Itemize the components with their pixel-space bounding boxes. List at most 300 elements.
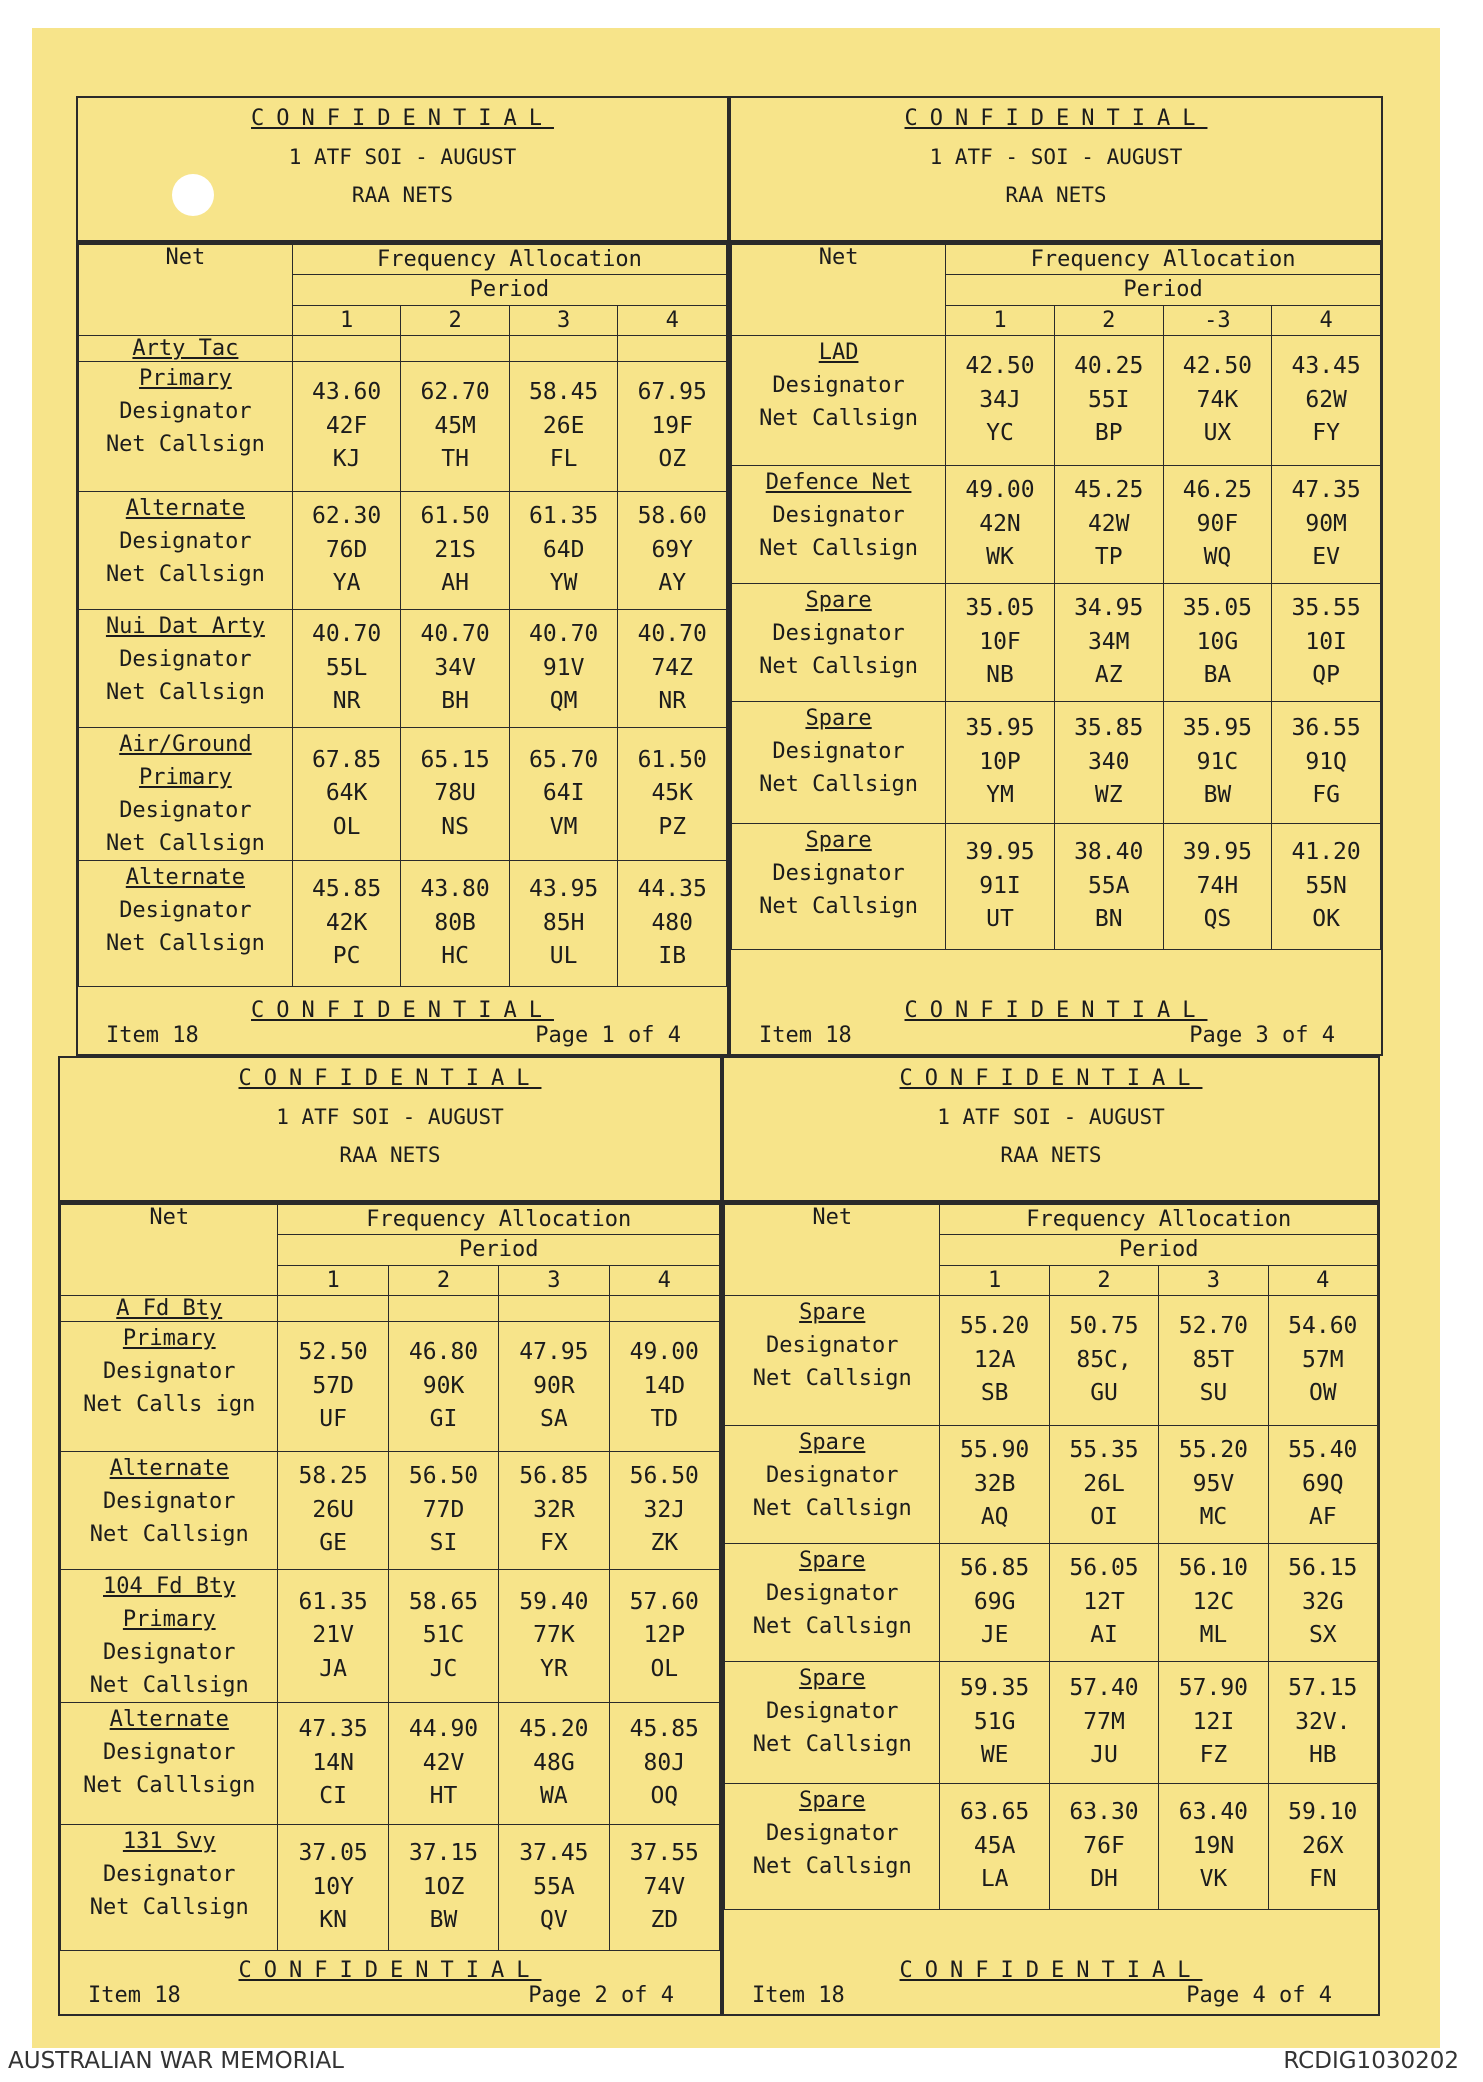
designator-value: 12P bbox=[643, 1622, 686, 1649]
designator-value: 95V bbox=[1192, 1470, 1235, 1497]
period-1-values bbox=[940, 1544, 1049, 1662]
frequency-value: 55.40 bbox=[1288, 1437, 1358, 1464]
field-label: Designator bbox=[103, 1489, 236, 1514]
period-1-values bbox=[292, 861, 401, 987]
period-4-header: 4 bbox=[609, 1265, 719, 1295]
period-2-values bbox=[388, 1322, 498, 1452]
designator-value: 91V bbox=[542, 654, 585, 681]
net-name: Spare bbox=[799, 1788, 866, 1813]
frequency-value: 47.35 bbox=[298, 1716, 368, 1743]
net-name: Alternate bbox=[125, 865, 246, 890]
period-3-values bbox=[499, 1570, 609, 1703]
period-1-values bbox=[292, 492, 401, 610]
net-labels bbox=[732, 336, 946, 466]
designator-value: 80B bbox=[434, 909, 476, 936]
frequency-value: 55.35 bbox=[1069, 1437, 1139, 1464]
field-label: Net Callsign bbox=[105, 931, 265, 956]
period-header: Period bbox=[946, 275, 1381, 305]
callsign-value: FL bbox=[549, 446, 578, 473]
net-labels bbox=[725, 1296, 940, 1426]
callsign-value: EV bbox=[1312, 544, 1340, 571]
callsign-value: SX bbox=[1308, 1622, 1337, 1649]
frequency-value: 61.35 bbox=[529, 503, 599, 530]
field-label: Designator bbox=[103, 1740, 236, 1765]
callsign-value: BP bbox=[1094, 420, 1123, 447]
period-2-values bbox=[1049, 1544, 1158, 1662]
callsign-value: TH bbox=[441, 446, 469, 473]
designator-value: 21S bbox=[434, 536, 476, 563]
net-labels bbox=[79, 861, 293, 987]
frequency-value: 37.45 bbox=[519, 1840, 589, 1867]
designator-value: 69Q bbox=[1302, 1470, 1344, 1497]
period-2-values bbox=[388, 1825, 498, 1951]
designator-value: 340 bbox=[1087, 748, 1130, 775]
frequency-value: 57.15 bbox=[1288, 1675, 1358, 1702]
frequency-value: 58.60 bbox=[637, 503, 707, 530]
period-3-values bbox=[509, 362, 618, 492]
designator-value: 10F bbox=[979, 628, 1021, 655]
confidential-heading: CONFIDENTIAL bbox=[899, 1066, 1203, 1091]
period-4-values bbox=[1272, 702, 1381, 824]
period-3-values bbox=[499, 1825, 609, 1951]
period-2-values bbox=[401, 861, 510, 987]
frequency-value: 35.95 bbox=[1182, 715, 1253, 742]
confidential-heading: CONFIDENTIAL bbox=[904, 106, 1208, 131]
frequency-value: 56.50 bbox=[629, 1463, 699, 1490]
soi-title: 1 ATF SOI - AUGUST bbox=[288, 145, 517, 169]
field-label: Designator bbox=[772, 503, 905, 528]
panel-footer bbox=[724, 1956, 1378, 2014]
frequency-value: 34.95 bbox=[1074, 595, 1144, 622]
period-3-values bbox=[1159, 1784, 1268, 1910]
designator-value: 64I bbox=[542, 780, 585, 807]
designator-value: 21V bbox=[312, 1622, 354, 1649]
net-name: Spare bbox=[805, 828, 872, 853]
callsign-value: TD bbox=[650, 1406, 679, 1433]
period-2-values bbox=[1049, 1662, 1158, 1784]
period-2-values bbox=[388, 1570, 498, 1703]
designator-value: 32G bbox=[1302, 1588, 1344, 1615]
period-3-values bbox=[1163, 466, 1272, 584]
net-group-row bbox=[61, 1570, 720, 1703]
designator-value: 76F bbox=[1083, 1832, 1125, 1859]
designator-value: 10Y bbox=[312, 1873, 354, 1900]
designator-value: 45A bbox=[973, 1832, 1016, 1859]
period-header: Period bbox=[292, 275, 726, 305]
net-labels bbox=[79, 492, 293, 610]
frequency-value: 43.80 bbox=[420, 876, 490, 903]
designator-value: 77M bbox=[1083, 1708, 1125, 1735]
designator-value: 69Y bbox=[651, 536, 693, 563]
field-label: Designator bbox=[766, 1463, 899, 1488]
nets-title: RAA NETS bbox=[351, 183, 454, 207]
frequency-value: 50.75 bbox=[1069, 1313, 1139, 1340]
frequency-value: 65.70 bbox=[529, 746, 599, 773]
field-label: Net Callsign bbox=[105, 562, 265, 587]
designator-value: 74K bbox=[1196, 386, 1239, 413]
blank-cell bbox=[609, 1296, 719, 1322]
net-name: 131 Svy bbox=[122, 1829, 216, 1854]
period-2-values bbox=[1054, 702, 1163, 824]
net-labels bbox=[61, 1322, 278, 1452]
designator-value: 42F bbox=[325, 412, 368, 439]
period-1-values bbox=[940, 1426, 1049, 1544]
designator-value: 85C, bbox=[1076, 1346, 1132, 1373]
net-name: Spare bbox=[799, 1548, 866, 1573]
designator-value: 57M bbox=[1302, 1346, 1344, 1373]
frequency-allocation-header: Frequency Allocation bbox=[278, 1205, 720, 1235]
frequency-value: 57.90 bbox=[1178, 1675, 1249, 1702]
callsign-value: QS bbox=[1203, 906, 1232, 933]
period-2-header: 2 bbox=[401, 305, 510, 335]
net-labels bbox=[79, 610, 293, 728]
callsign-value: OQ bbox=[650, 1783, 679, 1810]
net-name: LAD bbox=[818, 340, 859, 365]
net-labels bbox=[725, 1426, 940, 1544]
field-label: Net Callsign bbox=[105, 680, 265, 705]
frequency-value: 57.40 bbox=[1069, 1675, 1139, 1702]
frequency-value: 52.50 bbox=[298, 1339, 368, 1366]
callsign-value: AQ bbox=[980, 1504, 1009, 1531]
frequency-value: 37.55 bbox=[629, 1840, 699, 1867]
period-4-values bbox=[1268, 1784, 1377, 1910]
callsign-value: FN bbox=[1308, 1866, 1337, 1893]
field-label: Net Callsign bbox=[752, 1854, 912, 1879]
callsign-value: LA bbox=[980, 1866, 1009, 1893]
panel-4 bbox=[722, 1056, 1380, 2016]
designator-value: 62W bbox=[1305, 386, 1347, 413]
period-1-values bbox=[946, 336, 1055, 466]
designator-value: 26E bbox=[542, 412, 585, 439]
net-group-row bbox=[725, 1426, 1378, 1544]
callsign-value: WA bbox=[540, 1783, 568, 1810]
designator-value: 55N bbox=[1305, 872, 1347, 899]
designator-value: 69G bbox=[973, 1588, 1016, 1615]
designator-value: 10I bbox=[1305, 628, 1347, 655]
frequency-value: 41.20 bbox=[1291, 839, 1361, 866]
period-header: Period bbox=[940, 1235, 1378, 1265]
frequency-value: 40.70 bbox=[311, 621, 382, 648]
period-3-values bbox=[499, 1322, 609, 1452]
period-1-values bbox=[946, 466, 1055, 584]
frequency-table bbox=[78, 244, 727, 987]
designator-value: 55I bbox=[1087, 386, 1130, 413]
period-3-values bbox=[499, 1703, 609, 1825]
field-label: Designator bbox=[103, 1640, 236, 1665]
callsign-value: QM bbox=[549, 688, 578, 715]
period-1-values bbox=[940, 1296, 1049, 1426]
callsign-value: YR bbox=[540, 1655, 568, 1682]
net-group-row bbox=[732, 466, 1381, 584]
confidential-footer: CONFIDENTIAL bbox=[251, 998, 554, 1023]
net-group-row bbox=[61, 1825, 720, 1951]
blank-cell bbox=[278, 1296, 388, 1322]
net-name: Spare bbox=[799, 1430, 866, 1455]
callsign-value: YM bbox=[986, 782, 1014, 809]
callsign-value: OL bbox=[332, 813, 361, 840]
callsign-value: OW bbox=[1308, 1380, 1337, 1407]
period-3-values bbox=[1159, 1426, 1268, 1544]
frequency-value: 35.55 bbox=[1291, 595, 1361, 622]
frequency-value: 56.85 bbox=[519, 1463, 589, 1490]
frequency-value: 61.35 bbox=[298, 1588, 368, 1615]
field-label: Designator bbox=[119, 647, 252, 672]
period-4-values bbox=[618, 861, 727, 987]
net-name: Air/Ground bbox=[119, 732, 252, 757]
period-2-values bbox=[401, 362, 510, 492]
panel-footer bbox=[78, 996, 727, 1054]
callsign-value: AY bbox=[658, 570, 687, 597]
callsign-value: GI bbox=[429, 1406, 458, 1433]
callsign-value: MC bbox=[1199, 1504, 1228, 1531]
callsign-value: JC bbox=[429, 1655, 458, 1682]
field-label: Net Callsign bbox=[89, 1522, 249, 1547]
frequency-value: 35.85 bbox=[1074, 715, 1144, 742]
period-4-values bbox=[1272, 336, 1381, 466]
frequency-value: 65.15 bbox=[420, 746, 490, 773]
period-3-values bbox=[499, 1452, 609, 1570]
period-1-header: 1 bbox=[278, 1265, 388, 1295]
frequency-value: 43.60 bbox=[311, 379, 382, 406]
period-2-values bbox=[388, 1703, 498, 1825]
frequency-value: 44.90 bbox=[408, 1716, 479, 1743]
panel-header bbox=[731, 98, 1381, 244]
callsign-value: FX bbox=[540, 1530, 568, 1557]
period-4-values bbox=[618, 728, 727, 861]
callsign-value: CI bbox=[319, 1783, 347, 1810]
callsign-value: YC bbox=[986, 420, 1014, 447]
frequency-value: 46.25 bbox=[1182, 477, 1253, 504]
frequency-value: 47.95 bbox=[519, 1339, 589, 1366]
frequency-value: 57.60 bbox=[629, 1588, 699, 1615]
frequency-value: 52.70 bbox=[1178, 1313, 1249, 1340]
period-4-values bbox=[1268, 1426, 1377, 1544]
designator-value: 45K bbox=[651, 780, 693, 807]
period-1-header: 1 bbox=[946, 305, 1055, 335]
frequency-value: 56.10 bbox=[1178, 1555, 1249, 1582]
field-label: Designator bbox=[766, 1581, 899, 1606]
frequency-value: 67.95 bbox=[637, 379, 707, 406]
period-4-values bbox=[609, 1570, 719, 1703]
callsign-value: KN bbox=[319, 1907, 347, 1934]
field-label: Designator bbox=[772, 621, 905, 646]
callsign-value: YW bbox=[549, 570, 578, 597]
confidential-footer: CONFIDENTIAL bbox=[899, 1958, 1203, 1983]
callsign-value: FG bbox=[1312, 782, 1340, 809]
net-labels bbox=[61, 1452, 278, 1570]
net-group-row bbox=[61, 1452, 720, 1570]
period-3-header: -3 bbox=[1163, 305, 1272, 335]
period-2-values bbox=[1054, 824, 1163, 950]
callsign-value: JA bbox=[319, 1655, 347, 1682]
callsign-value: GE bbox=[319, 1530, 347, 1557]
confidential-heading: CONFIDENTIAL bbox=[238, 1066, 542, 1091]
period-3-values bbox=[1163, 584, 1272, 702]
designator-value: 12C bbox=[1192, 1588, 1235, 1615]
period-1-header: 1 bbox=[940, 1265, 1049, 1295]
field-label: Designator bbox=[119, 798, 252, 823]
net-column-header: Net bbox=[79, 245, 293, 336]
period-1-values bbox=[278, 1452, 388, 1570]
callsign-value: SB bbox=[980, 1380, 1009, 1407]
designator-value: 45M bbox=[434, 412, 476, 439]
period-4-values bbox=[618, 362, 727, 492]
frequency-value: 63.40 bbox=[1178, 1799, 1249, 1826]
period-4-header: 4 bbox=[1268, 1265, 1377, 1295]
designator-value: 78U bbox=[434, 780, 476, 807]
period-4-values bbox=[1268, 1662, 1377, 1784]
field-label: Net Calllsign bbox=[83, 1773, 256, 1798]
designator-value: 51G bbox=[973, 1708, 1016, 1735]
callsign-value: WZ bbox=[1094, 782, 1123, 809]
callsign-value: PZ bbox=[658, 813, 687, 840]
designator-value: 55A bbox=[533, 1873, 575, 1900]
designator-value: 42W bbox=[1087, 510, 1130, 537]
net-labels bbox=[61, 1825, 278, 1951]
designator-value: 480 bbox=[651, 909, 693, 936]
panel-header bbox=[78, 98, 727, 244]
panel-header bbox=[60, 1058, 720, 1204]
frequency-value: 43.45 bbox=[1291, 353, 1361, 380]
net-group-row bbox=[725, 1296, 1378, 1426]
frequency-value: 45.85 bbox=[311, 876, 382, 903]
designator-value: 19F bbox=[651, 412, 693, 439]
callsign-value: JE bbox=[980, 1622, 1009, 1649]
net-column-header: Net bbox=[732, 245, 946, 336]
item-number: Item 18 bbox=[106, 1023, 199, 1048]
net-labels bbox=[61, 1703, 278, 1825]
net-group-row bbox=[725, 1784, 1378, 1910]
callsign-value: AH bbox=[441, 570, 469, 597]
period-4-header: 4 bbox=[1272, 305, 1381, 335]
designator-value: 51C bbox=[422, 1622, 465, 1649]
callsign-value: NR bbox=[658, 688, 687, 715]
period-3-header: 3 bbox=[509, 305, 618, 335]
designator-value: 10G bbox=[1196, 628, 1239, 655]
callsign-value: SI bbox=[429, 1530, 458, 1557]
panel-header bbox=[724, 1058, 1378, 1204]
soi-title: 1 ATF - SOI - AUGUST bbox=[929, 145, 1183, 169]
panel-2 bbox=[729, 96, 1383, 1056]
callsign-value: NS bbox=[441, 813, 469, 840]
designator-value: 19N bbox=[1192, 1832, 1235, 1859]
frequency-value: 58.45 bbox=[529, 379, 599, 406]
designator-value: 34M bbox=[1087, 628, 1130, 655]
period-2-values bbox=[1049, 1426, 1158, 1544]
field-label: Net Callsign bbox=[89, 1673, 249, 1698]
period-4-values bbox=[609, 1703, 719, 1825]
designator-value: 64D bbox=[542, 536, 585, 563]
frequency-value: 63.30 bbox=[1069, 1799, 1139, 1826]
frequency-value: 62.30 bbox=[311, 503, 382, 530]
callsign-value: YA bbox=[332, 570, 361, 597]
field-label: Designator bbox=[766, 1699, 899, 1724]
period-2-header: 2 bbox=[388, 1265, 498, 1295]
frequency-value: 40.70 bbox=[420, 621, 490, 648]
period-header: Period bbox=[278, 1235, 720, 1265]
callsign-value: HT bbox=[429, 1783, 458, 1810]
frequency-value: 40.70 bbox=[529, 621, 599, 648]
designator-value: 57D bbox=[312, 1372, 354, 1399]
field-label: Designator bbox=[103, 1862, 236, 1887]
designator-value: 55L bbox=[325, 654, 368, 681]
callsign-value: OL bbox=[650, 1655, 679, 1682]
frequency-allocation-header: Frequency Allocation bbox=[940, 1205, 1378, 1235]
page-number: Page 3 of 4 bbox=[1189, 1023, 1335, 1048]
callsign-value: TP bbox=[1094, 544, 1123, 571]
frequency-value: 37.15 bbox=[408, 1840, 479, 1867]
designator-value: 90K bbox=[422, 1372, 465, 1399]
designator-value: 74V bbox=[643, 1873, 686, 1900]
net-group-row bbox=[79, 610, 727, 728]
field-label: Net Calls ign bbox=[83, 1392, 256, 1417]
period-1-values bbox=[278, 1570, 388, 1703]
frequency-value: 45.85 bbox=[629, 1716, 699, 1743]
field-label: Designator bbox=[772, 739, 905, 764]
designator-value: 91I bbox=[979, 872, 1021, 899]
field-label: Net Callsign bbox=[752, 1614, 912, 1639]
frequency-value: 58.25 bbox=[298, 1463, 368, 1490]
net-name: Alternate bbox=[109, 1707, 229, 1732]
net-labels bbox=[732, 824, 946, 950]
net-name: Primary bbox=[139, 366, 232, 391]
callsign-value: BW bbox=[429, 1907, 458, 1934]
field-label: Primary bbox=[139, 765, 232, 790]
field-label: Designator bbox=[772, 373, 905, 398]
period-4-header: 4 bbox=[618, 305, 727, 335]
callsign-value: GU bbox=[1090, 1380, 1118, 1407]
frequency-value: 40.70 bbox=[637, 621, 707, 648]
designator-value: 90M bbox=[1305, 510, 1347, 537]
designator-value: 32B bbox=[973, 1470, 1016, 1497]
designator-value: 12I bbox=[1192, 1708, 1235, 1735]
frequency-value: 36.55 bbox=[1291, 715, 1361, 742]
field-label: Designator bbox=[766, 1333, 899, 1358]
period-4-values bbox=[1268, 1544, 1377, 1662]
period-4-values bbox=[1272, 824, 1381, 950]
callsign-value: WK bbox=[986, 544, 1014, 571]
period-1-values bbox=[292, 728, 401, 861]
net-name: Defence Net bbox=[765, 470, 912, 495]
period-3-values bbox=[509, 492, 618, 610]
frequency-value: 47.35 bbox=[1291, 477, 1361, 504]
callsign-value: OZ bbox=[658, 446, 687, 473]
period-1-values bbox=[946, 584, 1055, 702]
period-2-values bbox=[1049, 1296, 1158, 1426]
callsign-value: WQ bbox=[1203, 544, 1232, 571]
designator-value: 74H bbox=[1196, 872, 1239, 899]
period-4-values bbox=[609, 1322, 719, 1452]
callsign-value: NR bbox=[332, 688, 361, 715]
frequency-value: 39.95 bbox=[1182, 839, 1253, 866]
designator-value: 10P bbox=[979, 748, 1021, 775]
period-4-values bbox=[618, 610, 727, 728]
frequency-table bbox=[724, 1204, 1378, 1910]
callsign-value: QV bbox=[540, 1907, 568, 1934]
callsign-value: DH bbox=[1090, 1866, 1118, 1893]
callsign-value: NB bbox=[986, 662, 1014, 689]
frequency-value: 59.40 bbox=[519, 1588, 589, 1615]
field-label: Net Callsign bbox=[752, 1366, 912, 1391]
designator-value: 26X bbox=[1302, 1832, 1344, 1859]
period-2-values bbox=[401, 610, 510, 728]
field-label: Net Callsign bbox=[759, 894, 919, 919]
designator-value: 64K bbox=[325, 780, 368, 807]
field-label: Net Callsign bbox=[759, 536, 919, 561]
callsign-value: SA bbox=[540, 1406, 568, 1433]
frequency-value: 56.05 bbox=[1069, 1555, 1139, 1582]
callsign-value: OK bbox=[1312, 906, 1340, 933]
